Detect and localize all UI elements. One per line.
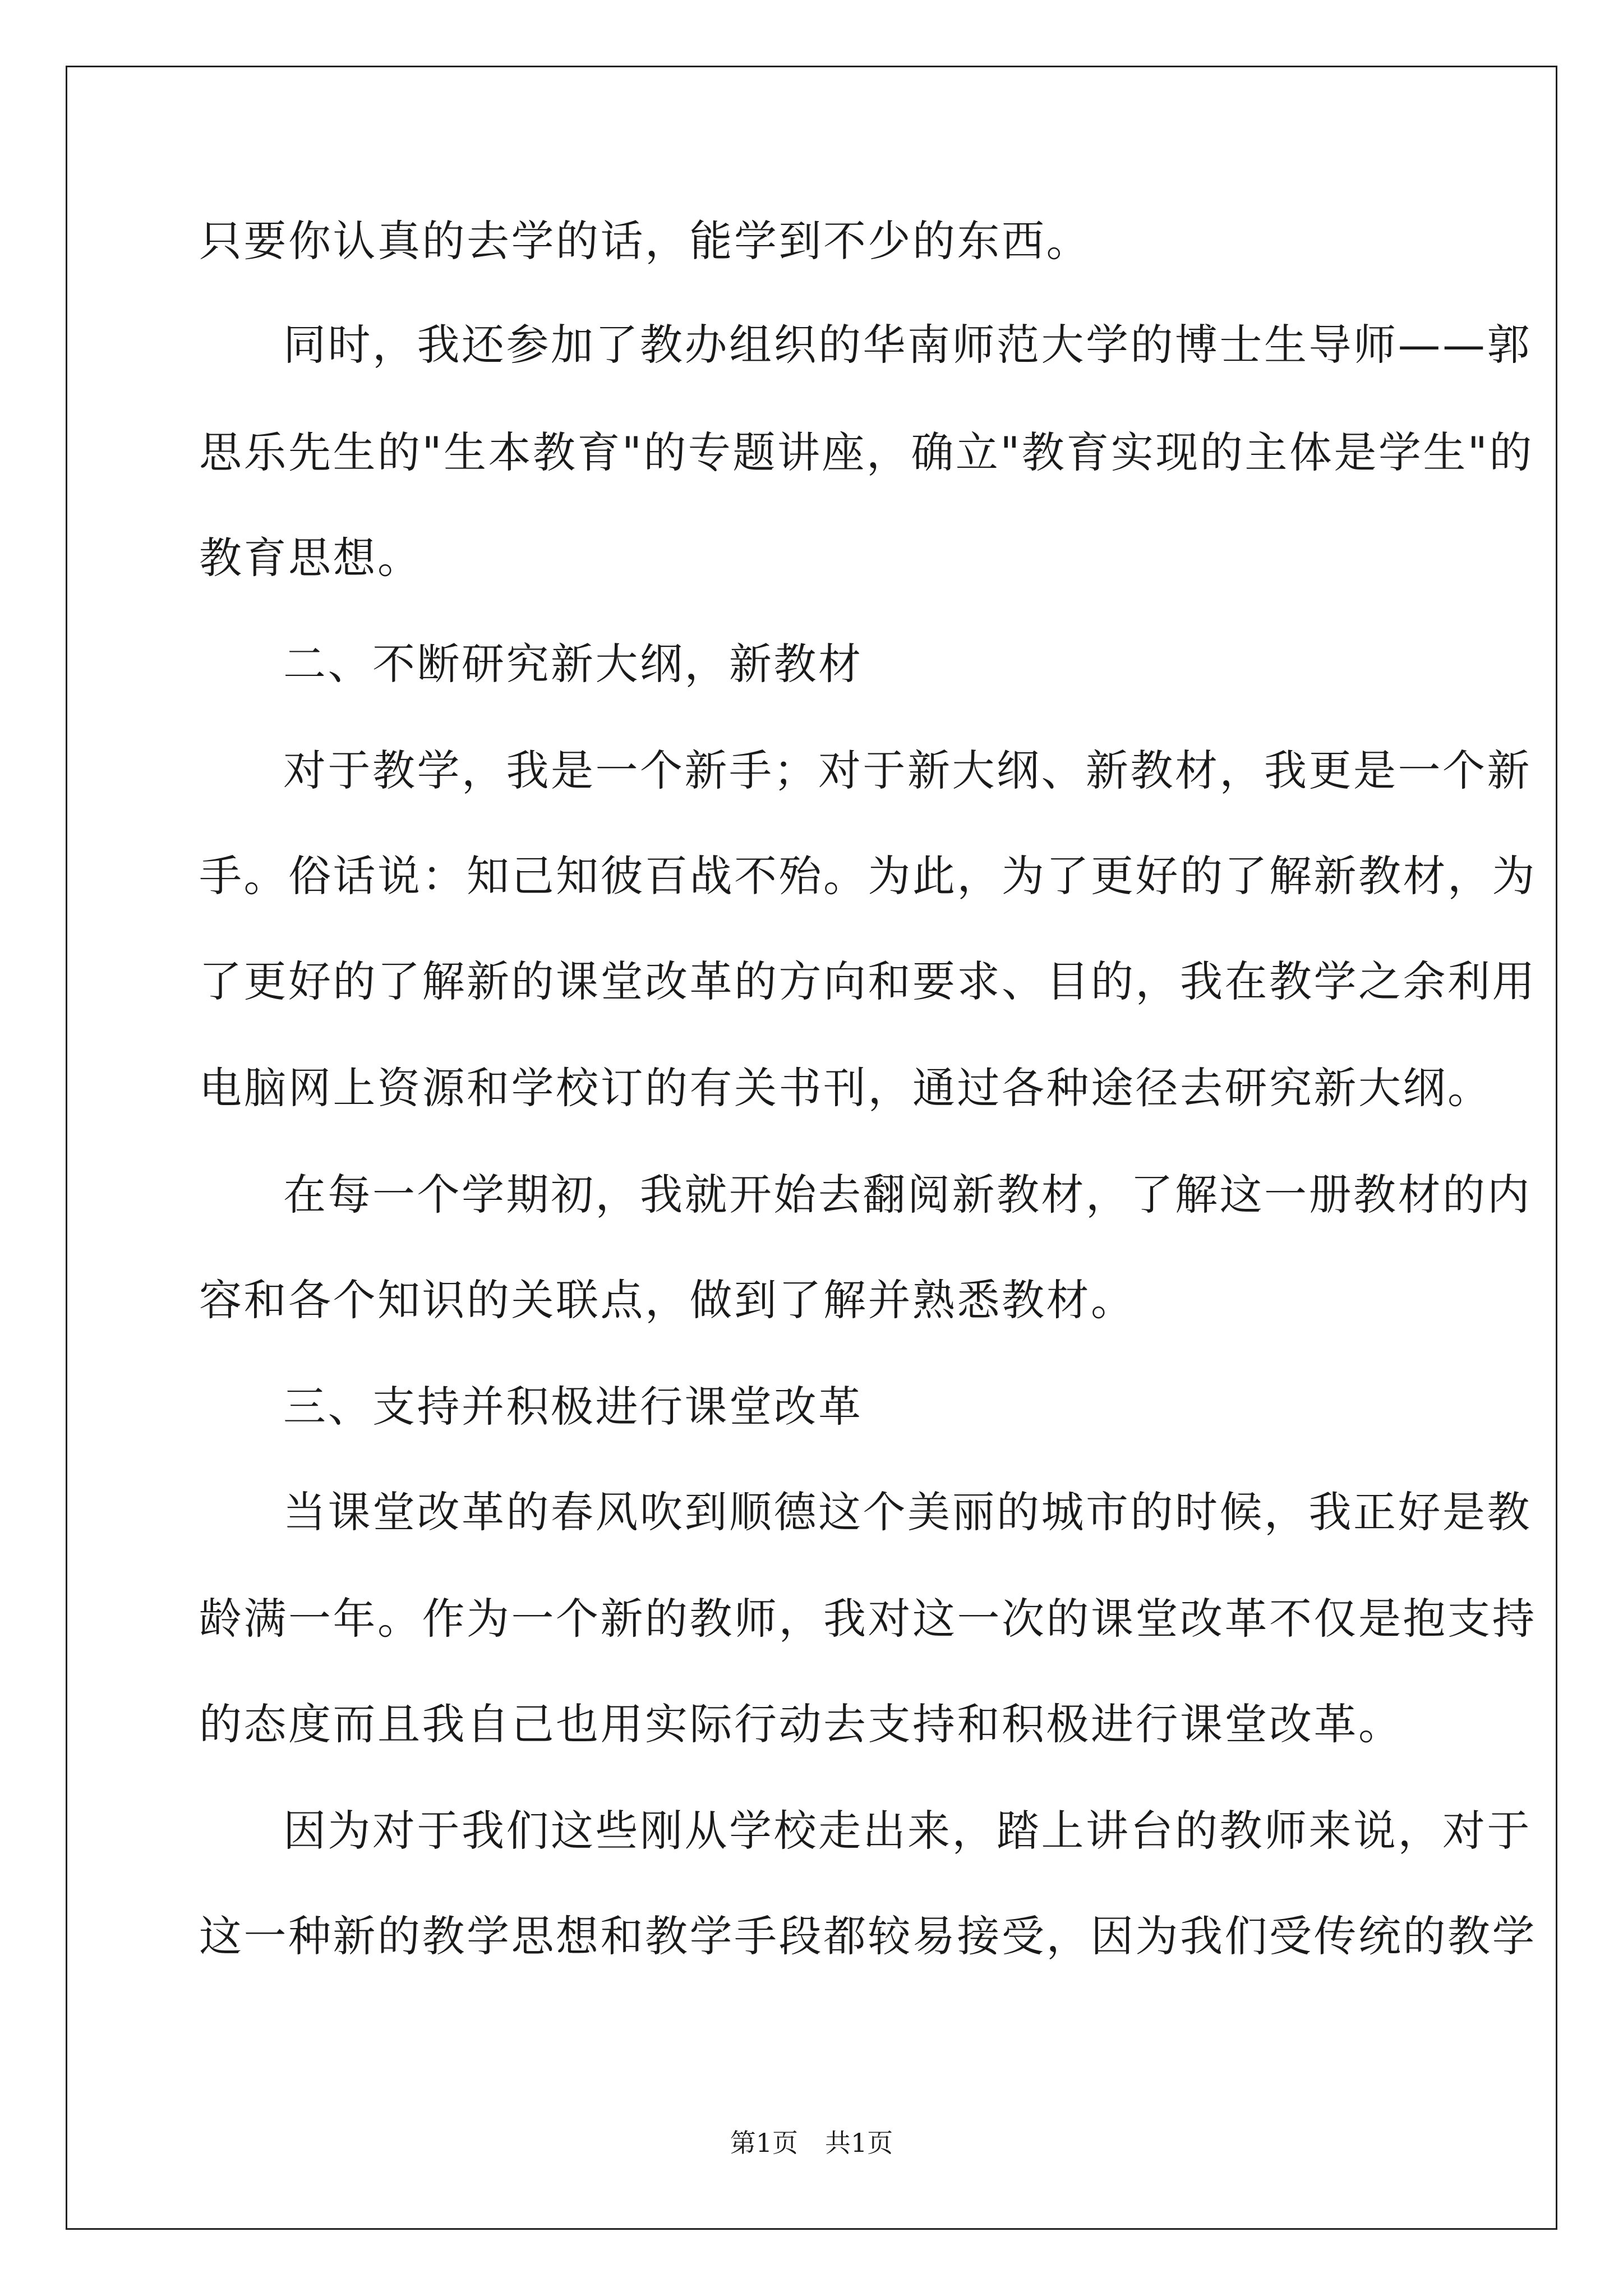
text-line: 手。俗话说：知己知彼百战不殆。为此，为了更好的了解新教材，为 bbox=[199, 851, 1537, 901]
text-line: 了更好的了解新的课堂改革的方向和要求、目的，我在教学之余利用 bbox=[199, 956, 1537, 1006]
page-border bbox=[66, 66, 1557, 2230]
text-line: 思乐先生的"生本教育"的专题讲座，确立"教育实现的主体是学生"的 bbox=[199, 427, 1534, 477]
text-line: 容和各个知识的关联点，做到了解并熟悉教材。 bbox=[199, 1275, 1136, 1325]
text-line: 教育思想。 bbox=[199, 533, 422, 583]
text-line: 只要你认真的去学的话，能学到不少的东西。 bbox=[199, 216, 1091, 266]
paragraph-first-line: 同时，我还参加了教办组织的华南师范大学的博士生导师——郭 bbox=[283, 320, 1532, 370]
page-footer bbox=[0, 2126, 1623, 2160]
text-line: 的态度而且我自己也用实际行动去支持和积极进行课堂改革。 bbox=[199, 1699, 1403, 1749]
paragraph-first-line: 对于教学，我是一个新手；对于新大纲、新教材，我更是一个新 bbox=[283, 746, 1532, 795]
text-line: 电脑网上资源和学校订的有关书刊，通过各种途径去研究新大纲。 bbox=[199, 1063, 1492, 1113]
text-line: 这一种新的教学思想和教学手段都较易接受，因为我们受传统的教学 bbox=[199, 1911, 1537, 1961]
paragraph-first-line: 当课堂改革的春风吹到顺德这个美丽的城市的时候，我正好是教 bbox=[283, 1487, 1532, 1537]
text-line: 龄满一年。作为一个新的教师，我对这一次的课堂改革不仅是抱支持 bbox=[199, 1594, 1537, 1644]
section-heading: 二、不断研究新大纲，新教材 bbox=[283, 639, 863, 689]
section-heading: 三、支持并积极进行课堂改革 bbox=[283, 1382, 863, 1432]
paragraph-first-line: 因为对于我们这些刚从学校走出来，踏上讲台的教师来说，对于 bbox=[283, 1806, 1532, 1856]
paragraph-first-line: 在每一个学期初，我就开始去翻阅新教材，了解这一册教材的内 bbox=[283, 1170, 1532, 1220]
page-number: 第1页 bbox=[730, 2128, 798, 2158]
page-total: 共1页 bbox=[825, 2128, 893, 2158]
